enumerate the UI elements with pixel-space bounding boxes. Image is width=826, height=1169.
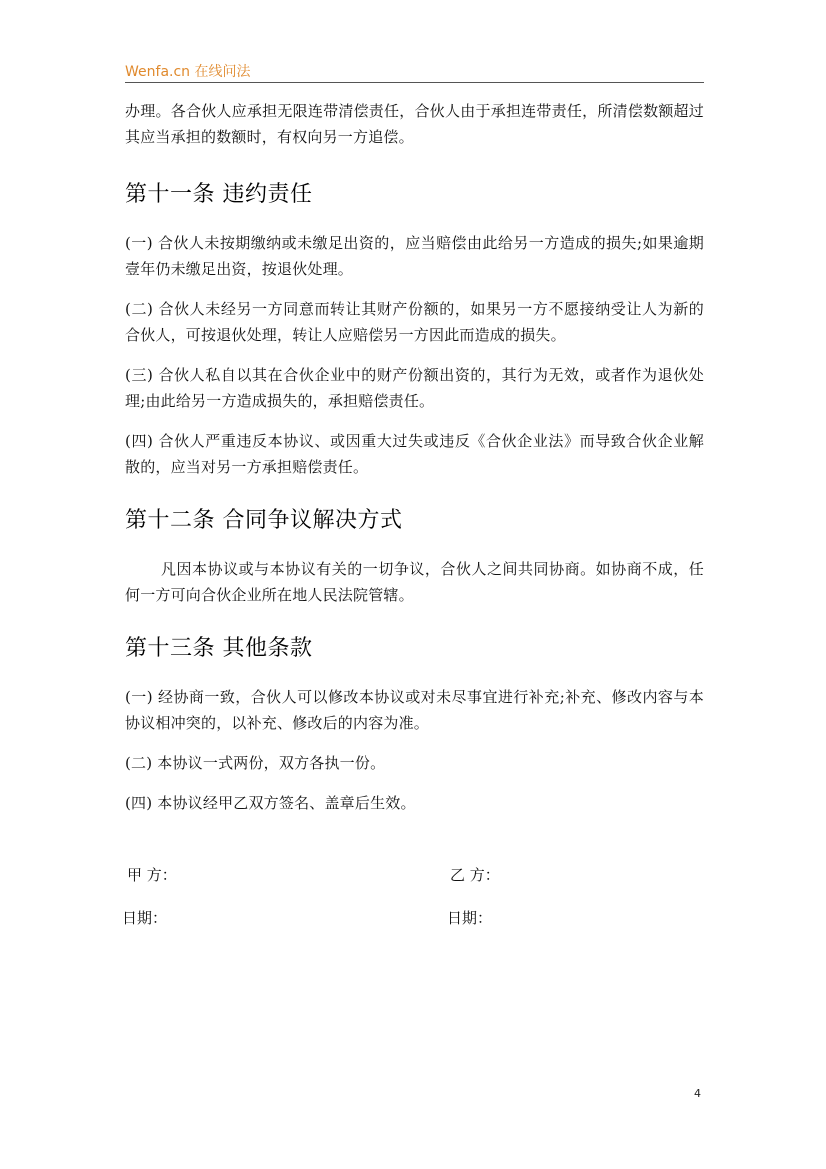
- party-a-label: 甲 方：: [127, 866, 177, 884]
- section-13-item-3: (四) 本协议经甲乙双方签名、盖章后生效。: [125, 794, 416, 812]
- page-header: [125, 60, 704, 83]
- section-11-item-1: (一) 合伙人未按期缴纳或未缴足出资的，应当赔偿由此给另一方造成的损失;如果逾期壹年仍未缴足出资，按退伙处理。: [125, 234, 704, 278]
- section-11-item-3: (三) 合伙人私自以其在合伙企业中的财产份额出资的，其行为无效，或者作为退伙处理;由此给另一方造成损失的，承担赔偿责任。: [125, 366, 704, 410]
- document-body: [125, 98, 704, 816]
- header-brand: Wenfa.cn 在线问法: [125, 64, 251, 80]
- section-11-item-4: (四) 合伙人严重违反本协议、或因重大过失或违反《合伙企业法》而导致合伙企业解散的，应当对另一方承担赔偿责任。: [125, 432, 704, 476]
- party-b-label: 乙 方：: [450, 866, 500, 884]
- date-a-label: 日期：: [122, 909, 168, 927]
- section-12-text: 凡因本协议或与本协议有关的一切争议，合伙人之间共同协商。如协商不成，任何一方可向合伙企业所在地人民法院管辖。: [125, 560, 704, 604]
- section-11-title: 第十一条 违约责任: [125, 182, 313, 207]
- section-12-title: 第十二条 合同争议解决方式: [125, 508, 403, 533]
- section-13-item-1: (一) 经协商一致，合伙人可以修改本协议或对未尽事宜进行补充;补充、修改内容与本协议相冲突的，以补充、修改后的内容为准。: [125, 688, 704, 732]
- section-13-title: 第十三条 其他条款: [125, 636, 313, 661]
- section-11-item-2: (二) 合伙人未经另一方同意而转让其财产份额的，如果另一方不愿接纳受让人为新的合伙人，可按退伙处理，转让人应赔偿另一方因此而造成的损失。: [125, 300, 704, 344]
- intro-paragraph: 办理。各合伙人应承担无限连带清偿责任，合伙人由于承担连带责任，所清偿数额超过其应当承担的数额时，有权向另一方追偿。: [125, 102, 704, 146]
- section-13-item-2: (二) 本协议一式两份，双方各执一份。: [125, 754, 386, 772]
- page-number: 4: [694, 1087, 701, 1100]
- date-b-label: 日期：: [447, 909, 493, 927]
